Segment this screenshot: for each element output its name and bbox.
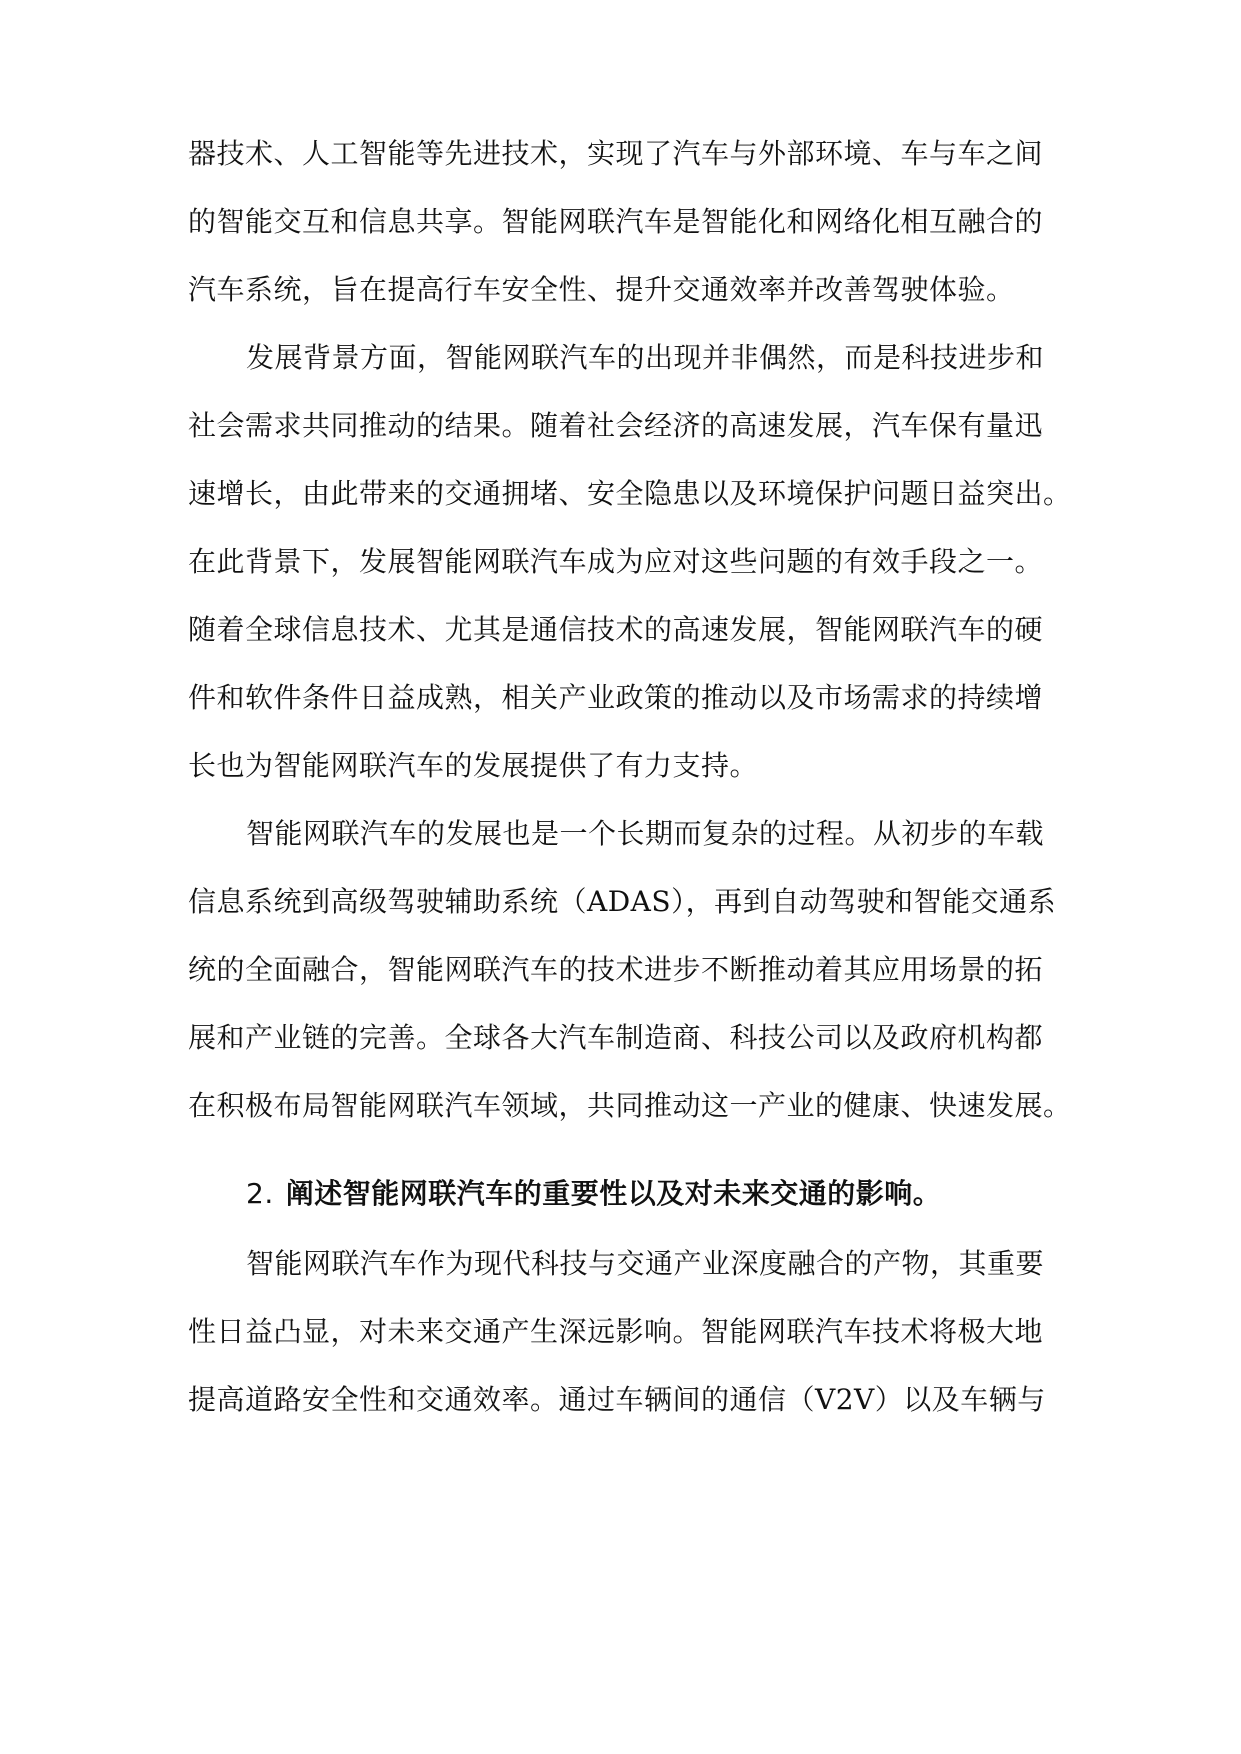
section-number: 2. bbox=[246, 1177, 274, 1210]
paragraph-line: 展和产业链的完善。全球各大汽车制造商、科技公司以及政府机构都 bbox=[188, 1021, 1044, 1054]
paragraph-line: 速增长，由此带来的交通拥堵、安全隐患以及环境保护问题日益突出。 bbox=[188, 477, 1072, 510]
paragraph-line: 随着全球信息技术、尤其是通信技术的高速发展，智能网联汽车的硬 bbox=[188, 613, 1044, 646]
paragraph-line: 统的全面融合，智能网联汽车的技术进步不断推动着其应用场景的拓 bbox=[188, 953, 1044, 986]
section-heading bbox=[246, 1174, 1046, 1214]
paragraph-line: 信息系统到高级驾驶辅助系统（ADAS），再到自动驾驶和智能交通系 bbox=[188, 885, 1057, 918]
paragraph-line: 的智能交互和信息共享。智能网联汽车是智能化和网络化相互融合的 bbox=[188, 205, 1044, 238]
paragraph-line: 汽车系统，旨在提高行车安全性、提升交通效率并改善驾驶体验。 bbox=[188, 273, 1015, 306]
paragraph-line: 社会需求共同推动的结果。随着社会经济的高速发展，汽车保有量迅 bbox=[188, 409, 1044, 442]
paragraph-line: 器技术、人工智能等先进技术，实现了汽车与外部环境、车与车之间 bbox=[188, 137, 1044, 170]
paragraph-line: 在此背景下，发展智能网联汽车成为应对这些问题的有效手段之一。 bbox=[188, 545, 1044, 578]
paragraph-line: 智能网联汽车作为现代科技与交通产业深度融合的产物，其重要 bbox=[246, 1247, 1045, 1280]
paragraph-line: 智能网联汽车的发展也是一个长期而复杂的过程。从初步的车载 bbox=[246, 817, 1045, 850]
paragraph-line: 性日益凸显，对未来交通产生深远影响。智能网联汽车技术将极大地 bbox=[188, 1315, 1044, 1348]
paragraph-line: 件和软件条件日益成熟，相关产业政策的推动以及市场需求的持续增 bbox=[188, 681, 1044, 714]
paragraph-line: 长也为智能网联汽车的发展提供了有力支持。 bbox=[188, 749, 759, 782]
paragraph-line: 在积极布局智能网联汽车领域，共同推动这一产业的健康、快速发展。 bbox=[188, 1089, 1072, 1122]
paragraph-line: 提高道路安全性和交通效率。通过车辆间的通信（V2V）以及车辆与 bbox=[188, 1383, 1046, 1416]
paragraph-line: 发展背景方面，智能网联汽车的出现并非偶然，而是科技进步和 bbox=[246, 341, 1045, 374]
section-title: 阐述智能网联汽车的重要性以及对未来交通的影响。 bbox=[285, 1177, 942, 1210]
